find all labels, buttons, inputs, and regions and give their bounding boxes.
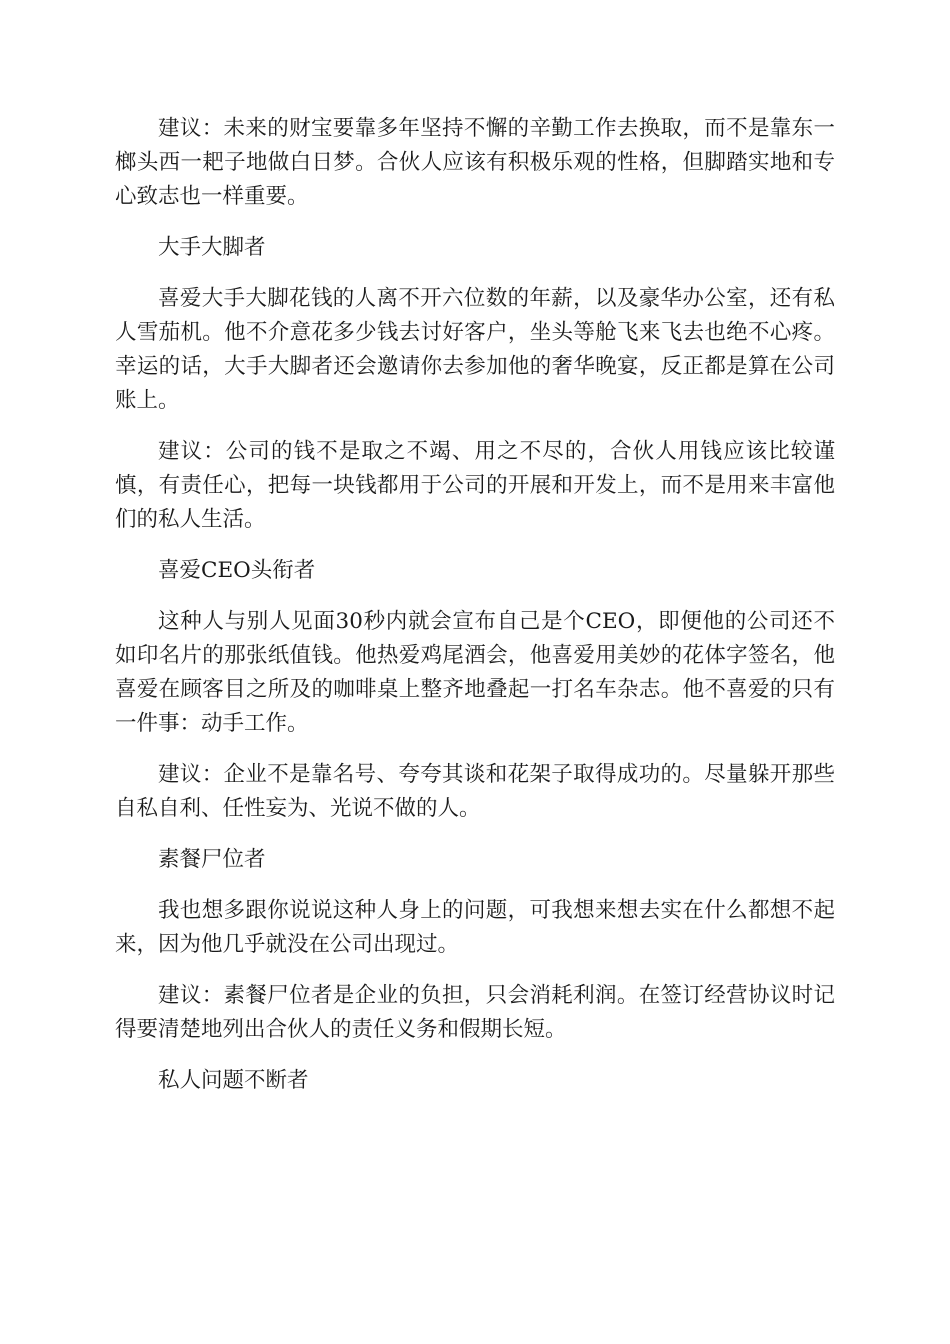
- paragraph-absentee: 我也想多跟你说说这种人身上的问题，可我想来想去实在什么都想不起来，因为他几乎就没在公司出现过。: [115, 898, 835, 957]
- paragraph-advice-3: 建议：企业不是靠名号、夸夸其谈和花架子取得成功的。尽量躲开那些自私自利、任性妄为、光说不做的人。: [115, 762, 835, 821]
- paragraph-advice-2: 建议：公司的钱不是取之不竭、用之不尽的，合伙人用钱应该比较谨慎，有责任心，把每一块钱都用于公司的开展和开发上，而不是用来丰富他们的私人生活。: [115, 439, 835, 532]
- paragraph-big-spender: 喜爱大手大脚花钱的人离不开六位数的年薪，以及豪华办公室，还有私人雪茄机。他不介意花多少钱去讨好客户，坐头等舱飞来飞去也绝不心疼。幸运的话，大手大脚者还会邀请你去参加他的奢华晚宴，反正都是算在公司账上。: [115, 286, 835, 413]
- section-heading-absentee: 素餐尸位者: [158, 847, 266, 872]
- section-heading-personal-problems: 私人问题不断者: [158, 1068, 309, 1093]
- document-body: [115, 112, 835, 1115]
- paragraph-advice-1: 建议：未来的财宝要靠多年坚持不懈的辛勤工作去换取，而不是靠东一榔头西一耙子地做白日梦。合伙人应该有积极乐观的性格，但脚踏实地和专心致志也一样重要。: [115, 116, 835, 209]
- paragraph-advice-4: 建议：素餐尸位者是企业的负担，只会消耗利润。在签订经营协议时记得要清楚地列出合伙人的责任义务和假期长短。: [115, 983, 835, 1042]
- section-heading-ceo-title: 喜爱CEO头衔者: [158, 558, 316, 583]
- section-heading-big-spender: 大手大脚者: [158, 235, 266, 260]
- paragraph-ceo-title: 这种人与别人见面30秒内就会宣布自己是个CEO，即便他的公司还不如印名片的那张纸值钱。他热爱鸡尾酒会，他喜爱用美妙的花体字签名，他喜爱在顾客目之所及的咖啡桌上整齐地叠起一打名车杂志。他不喜爱的只有一件事：动手工作。: [115, 609, 835, 736]
